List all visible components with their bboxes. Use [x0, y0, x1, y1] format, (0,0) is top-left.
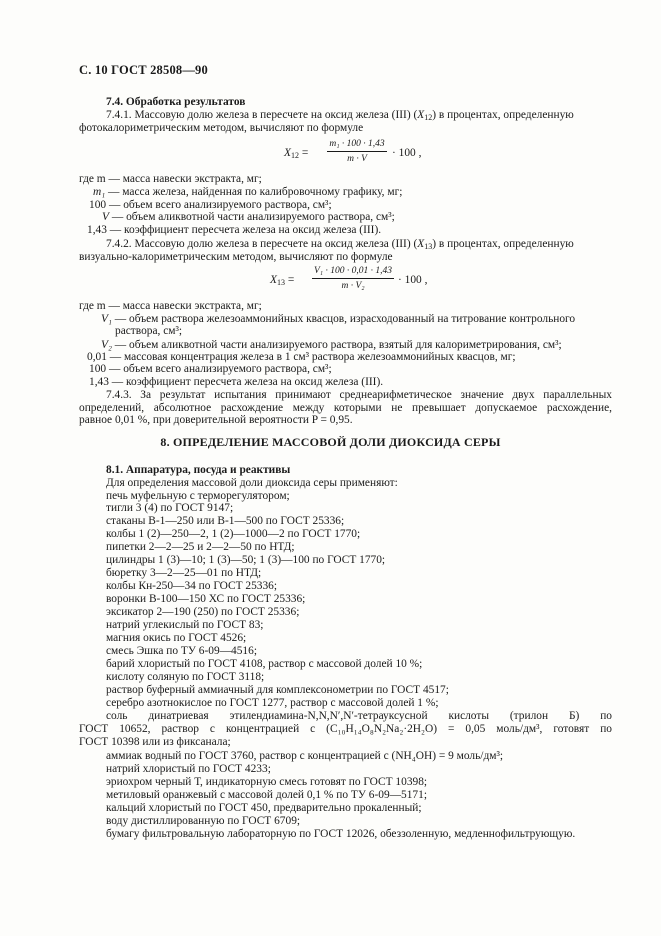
trilon-line2: ГОСТ 10652, раствор с концентрацией c (C₁₀H₁₄O₈N₂Na₂·2H₂O) = 0,05 моль/дм³, готовят по: [79, 723, 612, 735]
formula-x12-fraction: m₁ · 100 · 1,43 m · V: [327, 138, 387, 168]
trilon-line3: ГОСТ 10398 или из фиксанала;: [79, 736, 231, 748]
section-8-1-intro: Для определения массовой доли диоксида серы применяют:: [106, 477, 398, 489]
p741-line1: 7.4.1. Массовую долю железа в пересчете на оксид железа (III) $(X_{12})$ в процентах, определенную: [106, 109, 574, 122]
where2-2: раствора, см³;: [115, 325, 183, 337]
list-item: смесь Эшка по ТУ 6-09—4516;: [106, 645, 257, 657]
list-item: метиловый оранжевый с массовой долей 0,1 % по ТУ 6-09—5171;: [106, 789, 427, 801]
page-header: С. 10 ГОСТ 28508—90: [79, 63, 208, 77]
list-item: натрий хлористый по ГОСТ 4233;: [106, 763, 271, 775]
where2-1: V₁ — объем раствора железоаммонийных квасцов, израсходованный на титрование контрольного: [101, 313, 576, 325]
where1-3: V — объем аликвотной части анализируемого раствора, см³;: [102, 211, 395, 223]
where2-5: 100 — объем всего анализируемого раствора, см³;: [89, 363, 332, 375]
p743-line1: 7.4.3. За результат испытания принимают среднеарифметическое значение двух параллельных: [106, 389, 612, 401]
where2-6: 1,43 — коэффициент пересчета железа на оксид железа (III).: [89, 376, 384, 388]
where2-0: где m — масса навески экстракта, мг;: [79, 300, 262, 312]
where1-1: m₁ — масса железа, найденная по калибровочному графику, мг;: [93, 186, 403, 198]
p741-line2: фотокалориметрическим методом, вычисляют по формуле: [79, 122, 364, 134]
list-item: бюретку 3—2—25—01 по НТД;: [106, 567, 262, 579]
list-item: воду дистиллированную по ГОСТ 6709;: [106, 815, 301, 827]
list-item: цилиндры 1 (3)—10; 1 (3)—50; 1 (3)—100 по ГОСТ 1770;: [106, 554, 386, 566]
list-item: натрий углекислый по ГОСТ 83;: [106, 619, 264, 631]
list-item: колбы 1 (2)—250—2, 1 (2)—1000—2 по ГОСТ 1770;: [106, 528, 361, 540]
list-item: серебро азотнокислое по ГОСТ 1277, раствор с массовой долей 1 %;: [106, 697, 439, 709]
section-7-4-title: 7.4. Обработка результатов: [106, 96, 246, 108]
where1-0: где m — масса навески экстракта, мг;: [79, 173, 262, 185]
list-item: воронки В-100—150 ХС по ГОСТ 25336;: [106, 593, 306, 605]
formula-x13-tail: · 100 ,: [398, 274, 428, 286]
formula-x13-fraction: V₁ · 100 · 0,01 · 1,43 m · V₂: [312, 265, 394, 295]
p743-line2: определений, абсолютное расхождение между которыми не превышает допускаемое расхождение,: [79, 402, 612, 414]
trilon-line1: соль динатриевая этилендиамина-N,N,N′,N′-тетрауксусной кислоты (трилон Б) по: [106, 710, 612, 722]
where2-4: 0,01 — массовая концентрация железа в 1 см³ раствора железоаммонийных квасцов, мг;: [87, 351, 516, 363]
formula-x12: $X_{12}$ =: [284, 147, 309, 160]
list-item: эриохром черный Т, индикаторную смесь готовят по ГОСТ 10398;: [106, 776, 428, 788]
p742-line1: 7.4.2. Массовую долю железа в пересчете на оксид железа (III) $(X_{13})$ в процентах, определенную: [106, 238, 574, 251]
list-item: стаканы В-1—250 или В-1—500 по ГОСТ 25336;: [106, 515, 345, 527]
formula-x13: $X_{13}$ =: [270, 274, 295, 287]
list-item: пипетки 2—2—25 и 2—2—50 по НТД;: [106, 541, 295, 553]
formula-x12-tail: · 100 ,: [392, 147, 422, 159]
p742-line2: визуально-калориметрическим методом, вычисляют по формуле: [79, 251, 393, 263]
list-item: печь муфельную с терморегулятором;: [106, 490, 290, 502]
p743-line3: равное 0,01 %, при доверительной вероятности P = 0,95.: [79, 414, 353, 426]
list-item: магния окись по ГОСТ 4526;: [106, 632, 247, 644]
list-item: барий хлористый по ГОСТ 4108, раствор с массовой долей 10 %;: [106, 658, 423, 670]
section-8-1-title: 8.1. Аппаратура, посуда и реактивы: [106, 464, 291, 476]
section-8-title: 8. ОПРЕДЕЛЕНИЕ МАССОВОЙ ДОЛИ ДИОКСИДА СЕРЫ: [160, 435, 501, 449]
list-item: эксикатор 2—190 (250) по ГОСТ 25336;: [106, 606, 300, 618]
where1-4: 1,43 — коэффициент пересчета железа на оксид железа (III).: [87, 224, 382, 236]
list-item: бумагу фильтровальную лабораторную по ГОСТ 12026, обеззоленную, медленнофильтрующую.: [106, 828, 576, 840]
list-item: раствор буферный аммиачный для комплексонометрии по ГОСТ 4517;: [106, 684, 449, 696]
where2-3: V₂ — объем аликвотной части анализируемого раствора, взятый для калориметрирования, см³;: [101, 339, 562, 351]
list-item: кислоту соляную по ГОСТ 3118;: [106, 671, 265, 683]
list-item: аммиак водный по ГОСТ 3760, раствор с концентрацией c (NH₄OH) = 9 моль/дм³;: [106, 750, 504, 762]
where1-2: 100 — объем всего анализируемого раствора, см³;: [89, 199, 332, 211]
list-item: тигли 3 (4) по ГОСТ 9147;: [106, 502, 234, 514]
list-item: кальций хлористый по ГОСТ 450, предварительно прокаленный;: [106, 802, 422, 814]
list-item: колбы Кн-250—34 по ГОСТ 25336;: [106, 580, 278, 592]
